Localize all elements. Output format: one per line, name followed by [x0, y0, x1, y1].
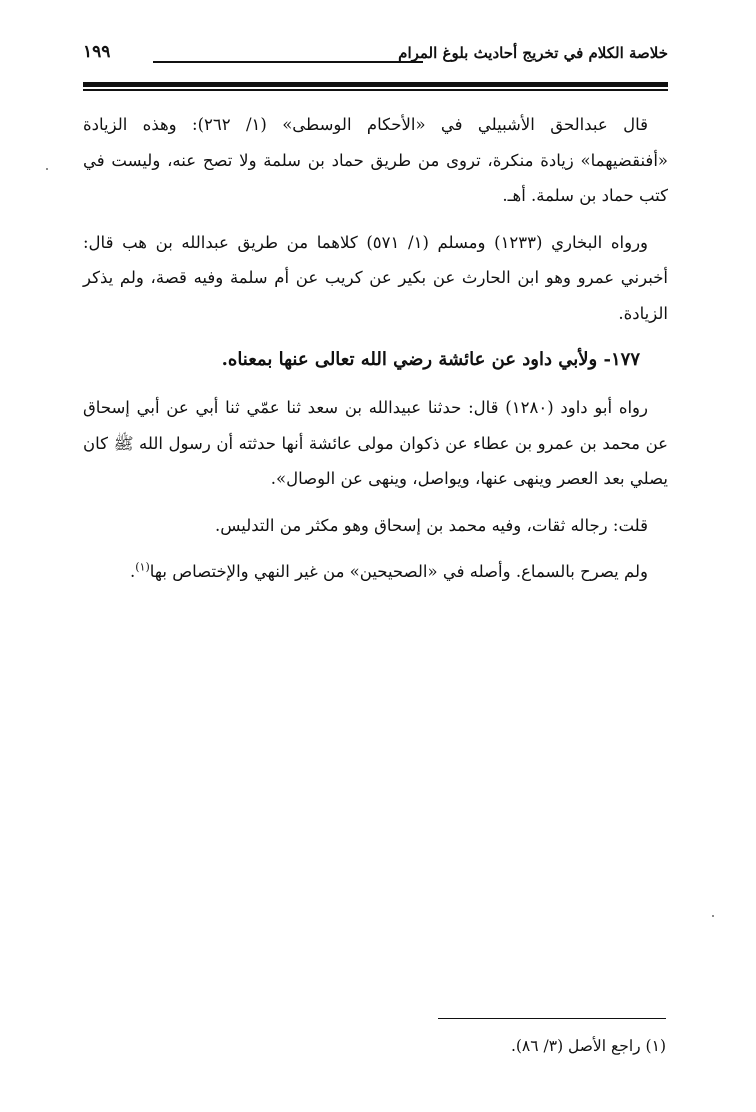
- scan-speck: [712, 915, 714, 917]
- hadith-177-heading: ١٧٧- ولأبي داود عن عائشة رضي الله تعالى عنها بمعناه.: [221, 349, 640, 370]
- paragraph-sahihayn: [83, 554, 668, 590]
- paragraph-narrators-note: قلت: رجاله ثقات، وفيه محمد بن إسحاق وهو مكثر من التدليس.: [214, 515, 648, 535]
- scan-speck: [46, 168, 48, 170]
- running-header: [83, 40, 668, 76]
- footnote-separator: [438, 1018, 666, 1019]
- main-text: [83, 107, 668, 601]
- paragraph-abu-dawud: رواه أبو داود (١٢٨٠) قال: حدثنا عبيدالله بن سعد ثنا عمّي ثنا أبي عن أبي إسحاق عن محمد بن عمرو بن عطاء عن ذكوان مولى عائشة أنها حدثته أن رسول الله ﷺ كان يصلي بعد العصر وينهى عنها، ويواصل، وينهى عن الوصال».: [83, 398, 668, 488]
- book-title: خلاصة الكلام في تخريج أحاديث بلوغ المرام: [398, 44, 668, 62]
- sahihayn-text: ولم يصرح بالسماع. وأصله في «الصحيحين» من غير النهي والإختصاص بها: [149, 562, 648, 581]
- paragraph-abdulhaq: قال عبدالحق الأشبيلي في «الأحكام الوسطى» (١/ ٢٦٢): وهذه الزيادة «أفنقضيهما» زيادة منكرة، تروى من طريق حماد بن سلمة ولا تصح عنه، وليست في كتب حماد بن سلمة. أهـ.: [83, 115, 668, 205]
- header-rule-thin: [83, 89, 668, 91]
- page-number: ١٩٩: [83, 42, 111, 62]
- header-line: [153, 61, 423, 63]
- footnote-1: (١) راجع الأصل (٣/ ٨٦).: [510, 1037, 666, 1055]
- sahihayn-end: .: [129, 562, 136, 581]
- header-rule-thick: [83, 82, 668, 87]
- paragraph-bukhari-muslim: ورواه البخاري (١٢٣٣) ومسلم (١/ ٥٧١) كلاهما من طريق عبدالله بن هب قال: أخبرني عمرو وهو ابن الحارث عن بكير عن كريب عن أم سلمة وفيه قصة، ولم يذكر الزيادة.: [83, 232, 668, 323]
- footnote-ref-1[interactable]: (١): [135, 560, 150, 574]
